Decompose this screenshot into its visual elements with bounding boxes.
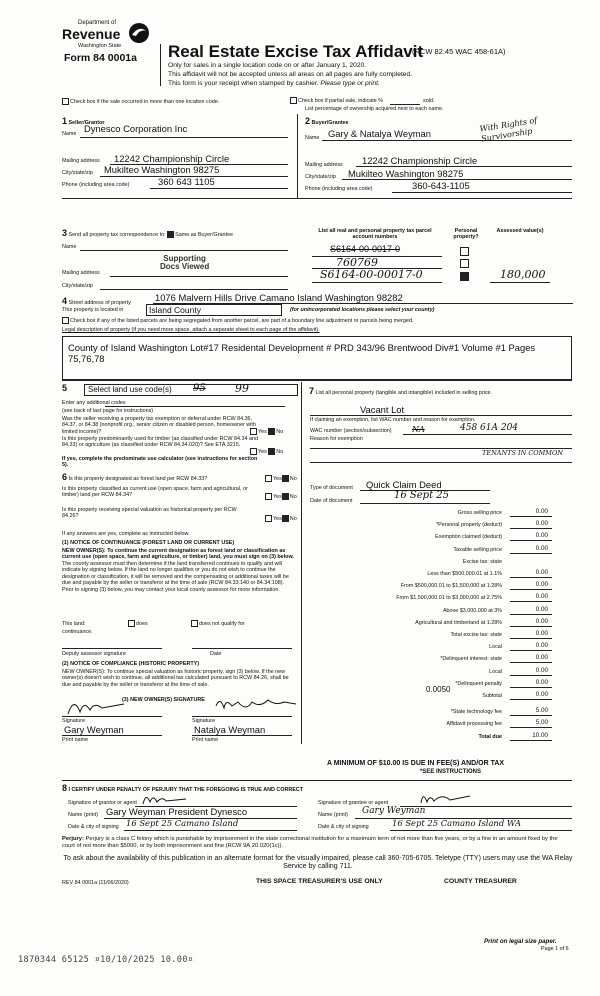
tax-row-label: Agricultural and timberland at 1.28%	[415, 619, 502, 626]
unincorp-note: (for unincorporated locations please select your county)	[290, 307, 435, 313]
tax-row-value[interactable]: 0.00	[535, 569, 548, 576]
tax-row-value[interactable]: 0.00	[535, 532, 548, 540]
seller-mailing[interactable]: 12242 Championship Circle	[114, 153, 230, 164]
tax-row-value[interactable]: 0.00	[535, 508, 548, 515]
continuance-label: continuance.	[62, 629, 93, 635]
doc-date-label: Date of document	[310, 498, 353, 504]
deputy-sig-label: Deputy assessor signature	[62, 651, 126, 657]
buyer-name-label: Name	[305, 135, 320, 141]
reason-label: Reason for exemption	[310, 436, 363, 442]
classified-yes-no[interactable]: Yes No	[265, 493, 297, 500]
grantee-sig-label: Signature of grantee or agent	[318, 800, 389, 806]
grantor-print-name[interactable]: Gary Weyman President Dynesco	[106, 806, 248, 817]
tax-row-label: Subtotal	[482, 693, 502, 699]
tax-row-label: *State technology fee	[450, 709, 502, 716]
personal-property-list[interactable]: Vacant Lot	[360, 404, 405, 415]
owner1-signature[interactable]	[64, 694, 134, 718]
exemption-reason[interactable]: TENANTS IN COMMON	[482, 449, 563, 457]
county-treasurer-label: COUNTY TREASURER	[444, 878, 517, 885]
tax-row-label: Total excise tax: state	[450, 632, 502, 638]
tax-row-value[interactable]: 0.00	[535, 678, 548, 686]
perjury-note: Perjury: Perjury is a class C felony which is punishable by imprisonment in the state correctional institution for a maximum term of not more than five years, or by a fine in an amount fixed by the court of not more than $5000, or by both imprisonment and fine (RCW 9A.20.020(1c)).	[62, 836, 558, 849]
special-yes-no[interactable]: Yes No	[265, 515, 297, 522]
rights-note: With Rights of Survivorship	[479, 115, 538, 144]
land-use-select[interactable]: Select land use code(s) 95 99	[84, 384, 298, 396]
certify-line: 8 I CERTIFY UNDER PENALTY OF PERJURY THAT THE FOREGOING IS TRUE AND CORRECT	[62, 783, 304, 793]
assessed-value[interactable]: 180,000	[500, 268, 546, 281]
instructions-line2: This affidavit will not be accepted unless all areas on all pages are fully completed.	[168, 71, 413, 78]
exempt-yes-no[interactable]: Yes No	[250, 428, 283, 435]
tax-row-label: Gross selling price	[457, 510, 502, 516]
tax-row-value[interactable]: 0.00	[535, 605, 548, 613]
tax-row-value[interactable]: 0.00	[535, 593, 548, 601]
buyer-mailing-label: Mailing address	[305, 162, 343, 168]
corr-city-label: City/state/zip	[62, 283, 93, 289]
does-not-checkbox[interactable]: does not qualify for	[191, 620, 245, 627]
tax-row-label: Local	[489, 668, 502, 675]
buyer-phone-label: Phone (including area code)	[305, 186, 373, 192]
tax-row-value[interactable]: 0.00	[535, 581, 548, 589]
notice2-title: (2) NOTICE OF COMPLIANCE (HISTORIC PROPERTY)	[62, 661, 200, 667]
tax-row-label: *Delinquent interest: state	[440, 656, 502, 663]
wac-label: WAC number (section/subsection)	[310, 428, 392, 434]
section7-label: 7 List all personal property (tangible and intangible) included in selling price.	[309, 386, 493, 396]
tax-row-label: From $1,500,000.01 to $3,000,000 at 2.75%	[396, 595, 502, 602]
grantor-sig-label: Signature of grantor or agent	[68, 800, 137, 806]
forest-yes-no[interactable]: Yes No	[265, 475, 297, 482]
seller-name[interactable]: Dynesco Corporation Inc	[84, 123, 188, 134]
grantee-signature[interactable]	[418, 789, 474, 807]
notice1-title: (1) NOTICE OF CONTINUANCE (FOREST LAND OR CURRENT USE)	[62, 540, 235, 546]
tax-row-label: *Personal property (deduct)	[436, 522, 502, 529]
buyer-city-label: City/state/zip	[305, 174, 336, 180]
partial-sale-check[interactable]: Check box if partial sale, indicate %	[290, 97, 383, 104]
corr-name-label: Name	[62, 244, 77, 250]
section5-number: 5	[62, 383, 68, 393]
instructions-line3: This form is your receipt when stamped by cashier. Please type or print.	[168, 80, 380, 87]
page-number: Page 1 of 6	[541, 946, 569, 952]
sold-label: sold.	[423, 98, 435, 104]
dor-logo	[62, 20, 154, 70]
revision-label: REV 84 0001a (11/06/2020)	[62, 880, 129, 886]
tax-row-label: From $500,000.01 to $1,500,000 at 1.28%	[400, 583, 502, 590]
tax-row-label: Above $3,000,000 at 3%	[442, 607, 502, 614]
legal-description[interactable]: County of Island Washington Lot#17 Residental Development # PRD 343/96 Brentwood Div#1 Volume #1 Pages 75,76,78	[62, 336, 572, 380]
page-title: Real Estate Excise Tax Affidavit	[168, 42, 424, 61]
personal-col-header: Personal property?	[453, 228, 479, 241]
seller-city[interactable]: Mukilteo Washington 98275	[104, 164, 220, 175]
wac-struck: NA	[412, 425, 425, 434]
print-name-label-2: Print name	[192, 737, 219, 743]
seller-heading: 1 Seller/Grantor	[62, 116, 105, 126]
tax-row-label: *Delinquent penalty	[455, 680, 502, 687]
parcel-3-personal-checkbox[interactable]	[460, 272, 469, 281]
assessed-col-header: Assessed value(s)	[496, 228, 544, 234]
tax-row-value[interactable]: 10.00	[532, 731, 548, 739]
accessibility-note: To ask about the availability of this publication in an alternate format for the visually impaired, please call 360-705-6705. Teletype (TTY) users may use the WA Relay Service by calling 711.	[63, 855, 573, 870]
tax-row-value[interactable]: 5.00	[535, 707, 548, 715]
timber-yes-no[interactable]: Yes No	[250, 448, 283, 455]
doc-type-label: Type of document	[310, 485, 353, 491]
owner2-signature[interactable]	[212, 694, 298, 716]
does-checkbox[interactable]: does	[128, 620, 148, 627]
parcel-1-personal-checkbox[interactable]	[460, 247, 469, 256]
buyer-heading: 2 Buyer/Grantee	[305, 116, 349, 126]
seller-name-label: Name	[62, 131, 77, 137]
grantee-date-label: Date & city of signing	[318, 824, 369, 830]
buyer-mailing[interactable]: 12242 Championship Circle	[362, 155, 478, 166]
legal-paper-note: Print on legal size paper.	[484, 938, 557, 945]
any-yes-note: If any answers are yes, complete as instructed below.	[62, 531, 190, 537]
tax-row-label: Total due	[478, 733, 502, 740]
see-back-label: (see back of last page for instructions)	[62, 408, 154, 414]
instructions-line1: Only for sales in a single location code on or after January 1, 2020.	[168, 62, 367, 69]
see-instructions: *SEE INSTRUCTIONS	[420, 769, 482, 775]
notice1-body: NEW OWNER(S): To continue the current designation as forest land or classification as current use (open space, farm and agriculture, or timber) land, you must sign on (3) below. The county assessor must then determine if the land transferred continues to qualify and will indicate by signing below. If the land no longer qualifies or you do not wish to continue the designation or classification, it will be removed and the compensating or additional taxes will be due and payable by the seller or transferor at the time of sale (RCW 84.33.140 or 84.34.108). Prior to signing (3) below, you may contact your local county assessor for more information.	[62, 548, 294, 593]
tax-row-label: Affidavit processing fee	[446, 721, 502, 728]
seller-phone-label: Phone (including area code)	[62, 182, 130, 188]
tax-row-label: Exemption claimed (deduct)	[435, 534, 502, 541]
corr-mailing-label: Mailing address	[62, 270, 100, 276]
street-row: 4 Street address of property	[62, 296, 131, 306]
seller-city-label: City/state/zip	[62, 170, 93, 176]
grantor-date-city[interactable]: 16 Sept 25 Camano Island	[126, 818, 239, 828]
treasurer-use-label: THIS SPACE TREASURER'S USE ONLY	[256, 878, 383, 885]
tax-row-value[interactable]: 0.00	[535, 691, 548, 698]
correspondence-row: 3 Send all property tax correspondence to: Same as Buyer/Grantee	[62, 228, 233, 238]
property-street[interactable]: 1076 Malvern Hills Drive Camano Island Washington 98282	[155, 292, 403, 303]
same-as-buyer-checkbox[interactable]	[167, 231, 174, 238]
claim-note: If claiming an exemption, list WAC number and reason for exemption.	[310, 417, 476, 423]
this-land-label: This land:	[62, 621, 86, 627]
county-select[interactable]: Island County	[146, 304, 282, 316]
tax-row-value[interactable]: 0.00	[535, 630, 548, 637]
timber-question: Is this property predominantly used for timber (as classified under RCW 84.34 and 84.33) or agriculture (as classified under RCW 84.34.020)? See ETA 3215.	[62, 436, 258, 449]
grantee-date-city[interactable]: 16 Sept 25 Camano Island WA	[392, 818, 522, 828]
print-name-label-1: Print name	[62, 737, 89, 743]
buyer-phone[interactable]: 360-643-1105	[412, 180, 470, 191]
ownership-note: List percentage of ownership acquired next to each name.	[305, 106, 444, 112]
form-number: Form 84 0001a	[64, 52, 137, 64]
classified-question: Is this property classified as current use (open space, farm and agricultural, or timber) land per RCW 84.34?	[62, 486, 248, 499]
multi-location-check[interactable]: Check box if the sale occurred in more than one location code.	[62, 98, 219, 105]
forest-question-row: 6 Is this property designated as forest land per RCW 84.33?	[62, 472, 208, 482]
revenue-label: Revenue	[62, 26, 121, 42]
located-label: This property is located in	[62, 307, 124, 313]
if-yes-note: If yes, complete the predominate use calculator (see instructions for section 5).	[62, 456, 258, 469]
tax-row-label: Less than $500,000.01 at 1.1%	[427, 571, 502, 577]
grantor-date-label: Date & city of signing	[68, 824, 119, 830]
seller-mailing-label: Mailing address	[62, 158, 100, 164]
receipt-stamp: 1870344 65125 ¤10/10/2025 10.00¤	[18, 955, 194, 965]
tax-row-value[interactable]: 0.00	[535, 642, 548, 650]
sig-label-1: Signature	[62, 718, 86, 724]
exempt-question: Was the seller receiving a property tax exemption or deferral under RCW 84.36, 84.37, or 84.38 (nonprofit org., senior citizen or disabled person, homeowner with limited income)?	[62, 416, 256, 435]
owner1-print-name[interactable]: Gary Weyman	[64, 724, 124, 735]
parcel-2[interactable]: 760769	[336, 256, 378, 269]
wac-number[interactable]: 458 61A 204	[460, 423, 519, 433]
owner2-print-name[interactable]: Natalya Weyman	[194, 724, 266, 735]
parcels-col-header: List all real and personal property tax parcel account numbers	[318, 228, 432, 241]
sig-label-2: Signature	[192, 718, 216, 724]
parcel-3[interactable]: S6164-00-00017-0	[320, 268, 423, 281]
grantee-name-label: Name (print)	[318, 812, 348, 818]
grantee-print-name[interactable]: Gary Weyman	[362, 806, 426, 816]
doc-type[interactable]: Quick Claim Deed	[366, 479, 442, 490]
buyer-name[interactable]: Gary & Natalya Weyman	[328, 128, 431, 139]
segregated-check[interactable]: Check box if any of the listed parcels are being segregated from another parcel, are part of a boundary line adjustment or parcels being merged.	[62, 317, 413, 324]
dept-label: Department of	[78, 20, 117, 26]
buyer-city[interactable]: Mukilteo Washington 98275	[348, 168, 464, 179]
grantor-signature[interactable]	[140, 790, 190, 806]
supporting-docs-stamp: Supporting Docs Viewed	[160, 254, 210, 271]
dor-swirl-icon	[128, 22, 150, 44]
rcw-ref: (RCW 82.45 WAC 458-61A)	[412, 47, 506, 56]
tax-row-value[interactable]: 0.00	[535, 544, 548, 552]
grantor-name-label: Name (print)	[68, 812, 98, 818]
tax-row-value[interactable]: 0.00	[535, 654, 548, 662]
new-owner-sig-label: (3) NEW OWNER(S) SIGNATURE	[122, 697, 205, 703]
state-label: Washington State	[78, 43, 122, 49]
minimum-due-note: A MINIMUM OF $10.00 IS DUE IN FEE(S) AND/OR TAX	[327, 760, 505, 767]
tax-row-label: Local	[489, 644, 502, 651]
tax-row-label: Taxable selling price	[453, 546, 502, 553]
special-valuation-question: Is this property receiving special valuation as historical property per RCW 84.26?	[62, 507, 237, 520]
parcel-1-struck[interactable]: S6164-00-0017-0	[330, 244, 401, 254]
doc-date[interactable]: 16 Sept 25	[394, 490, 449, 501]
notice2-body: NEW OWNER(S): To continue special valuation as historic property, sign (3) below. If the new owner(s) doesn't wish to continue, all additional tax calculated pursuant to RCW 84.26, shall be due and payable by the seller or transferor at the time of sale.	[62, 669, 289, 688]
legal-desc-label: Legal description of property (if you need more space, attach a separate sheet to each page of the affidavit).	[62, 327, 320, 333]
parcel-2-personal-checkbox[interactable]	[460, 259, 469, 268]
local-rate: 0.0050	[426, 685, 451, 694]
tax-row-value[interactable]: 0.00	[535, 520, 548, 528]
tax-row-label: Excise tax: state	[462, 558, 502, 565]
tax-row-value[interactable]: 0.00	[535, 617, 548, 625]
tax-row-value[interactable]: 0.00	[535, 666, 548, 674]
deputy-date-label: Date	[210, 651, 222, 657]
additional-codes-label: Enter any additional codes	[62, 400, 126, 406]
seller-phone[interactable]: 360 643 1105	[158, 176, 215, 187]
tax-row-value[interactable]: 5.00	[535, 719, 548, 727]
